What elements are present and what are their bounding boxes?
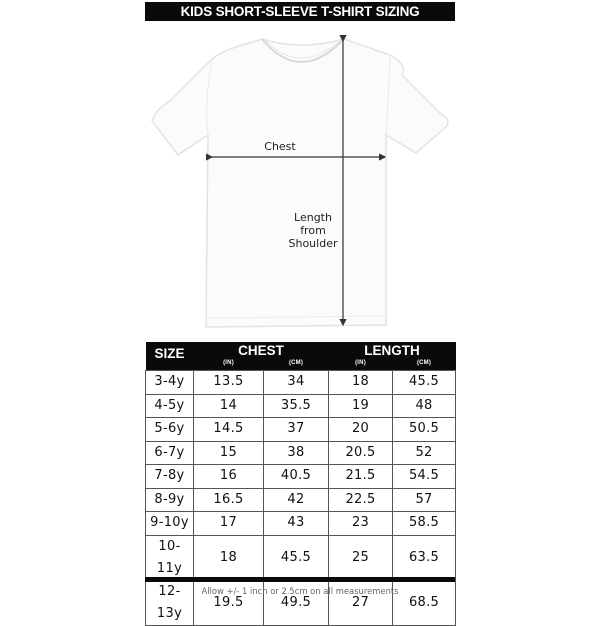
chest-cm-cell: 34 [264, 371, 329, 395]
chest-in-cell: 17 [194, 512, 264, 536]
size-chart-table [145, 342, 456, 626]
length-label-line: Shoulder [288, 237, 338, 250]
size-header: SIZE [146, 342, 194, 371]
size-cell: 4-5y [146, 394, 194, 418]
chest-in-cell: 13.5 [194, 371, 264, 395]
chest-cm-header: (CM) [264, 359, 329, 371]
size-cell: 8-9y [146, 488, 194, 512]
table-row [146, 418, 456, 442]
chest-in-header: (IN) [194, 359, 264, 371]
chest-header: CHEST [194, 342, 329, 359]
page-title: KIDS SHORT-SLEEVE T-SHIRT SIZING [145, 2, 455, 21]
chest-cm-cell: 45.5 [264, 535, 329, 580]
chest-cm-cell: 43 [264, 512, 329, 536]
size-cell: 12-13y [146, 580, 194, 625]
table-row [146, 512, 456, 536]
length-in-cell: 18 [329, 371, 393, 395]
size-cell: 9-10y [146, 512, 194, 536]
chest-cm-cell: 35.5 [264, 394, 329, 418]
length-in-cell: 20 [329, 418, 393, 442]
size-cell: 6-7y [146, 441, 194, 465]
chest-in-cell: 19.5 [194, 580, 264, 625]
length-cm-cell: 63.5 [393, 535, 456, 580]
length-cm-header: (CM) [393, 359, 456, 371]
length-cm-cell: 68.5 [393, 580, 456, 625]
chest-cm-cell: 42 [264, 488, 329, 512]
length-cm-cell: 45.5 [393, 371, 456, 395]
length-cm-cell: 50.5 [393, 418, 456, 442]
length-in-cell: 21.5 [329, 465, 393, 489]
length-in-cell: 27 [329, 580, 393, 625]
size-cell: 10-11y [146, 535, 194, 580]
table-row [146, 394, 456, 418]
length-label-line: from [300, 224, 326, 237]
size-cell: 3-4y [146, 371, 194, 395]
length-in-header: (IN) [329, 359, 393, 371]
chest-in-cell: 14 [194, 394, 264, 418]
length-cm-cell: 58.5 [393, 512, 456, 536]
length-in-cell: 22.5 [329, 488, 393, 512]
chest-cm-cell: 38 [264, 441, 329, 465]
chest-in-cell: 16.5 [194, 488, 264, 512]
length-header: LENGTH [329, 342, 456, 359]
table-row [146, 441, 456, 465]
length-in-cell: 25 [329, 535, 393, 580]
length-cm-cell: 48 [393, 394, 456, 418]
table-row [146, 488, 456, 512]
chest-in-cell: 18 [194, 535, 264, 580]
chest-cm-cell: 40.5 [264, 465, 329, 489]
length-label-line: Length [294, 211, 332, 224]
chest-label: Chest [264, 140, 296, 153]
table-row [146, 535, 456, 580]
chest-cm-cell: 49.5 [264, 580, 329, 625]
chest-cm-cell: 37 [264, 418, 329, 442]
length-in-cell: 20.5 [329, 441, 393, 465]
length-in-cell: 23 [329, 512, 393, 536]
chest-in-cell: 15 [194, 441, 264, 465]
chest-in-cell: 16 [194, 465, 264, 489]
table-bottom-bar [145, 577, 455, 582]
length-from-shoulder-label [283, 211, 343, 250]
tshirt-illustration-icon [140, 25, 460, 335]
length-cm-cell: 54.5 [393, 465, 456, 489]
length-cm-cell: 52 [393, 441, 456, 465]
size-cell: 5-6y [146, 418, 194, 442]
table-row [146, 465, 456, 489]
chest-in-cell: 14.5 [194, 418, 264, 442]
length-in-cell: 19 [329, 394, 393, 418]
size-cell: 7-8y [146, 465, 194, 489]
measurement-tolerance-note: Allow +/- 1 inch or 2.5cm on all measurements [201, 586, 399, 596]
length-cm-cell: 57 [393, 488, 456, 512]
table-header-row [146, 342, 456, 359]
tshirt-diagram [140, 25, 460, 335]
table-row [146, 371, 456, 395]
